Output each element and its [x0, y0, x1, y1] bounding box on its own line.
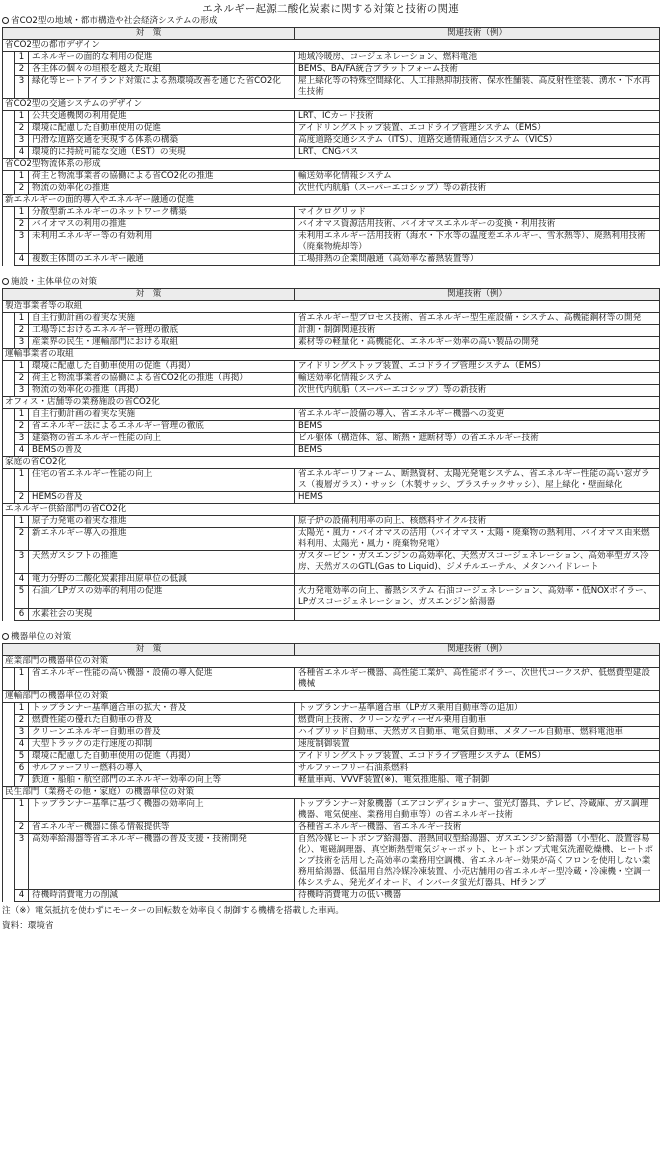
table-row: [3, 528, 660, 551]
table-row: [3, 171, 660, 183]
table-row: [3, 763, 660, 775]
category-label: 製造事業者等の取組: [3, 301, 660, 313]
related-tech-text: HEMS: [295, 492, 660, 504]
category-label: 民生部門（業務その他・家庭）の機器単位の対策: [3, 787, 660, 799]
table-row: [3, 123, 660, 135]
related-tech-text: 太陽光・風力・バイオマスの活用（バイオマス・太陽・廃棄物の熱利用、バイオマス由来燃料利用、太陽光・風力・廃棄物発電）: [295, 528, 660, 551]
header-related-tech: 関連技術（例）: [295, 28, 660, 40]
indent-cell: [3, 469, 15, 492]
indent-cell: [3, 751, 15, 763]
circle-bullet-icon: [2, 278, 9, 285]
measure-text: 大型トラックの走行速度の抑制: [29, 739, 295, 751]
related-tech-text: アイドリングストップ装置、エコドライブ管理システム（EMS）: [295, 123, 660, 135]
category-row: [3, 159, 660, 171]
related-tech-text: バイオマス資源活用技術、バイオマスエネルギーの変換・利用技術: [295, 219, 660, 231]
measure-text: エネルギーの面的な利用の促進: [29, 52, 295, 64]
indent-cell: [3, 219, 15, 231]
row-number: 2: [15, 64, 29, 76]
measure-text: 環境に配慮した自動車使用の促進: [29, 123, 295, 135]
related-tech-text: BEMS: [295, 421, 660, 433]
row-number: 2: [15, 373, 29, 385]
measure-text: 電力分野の二酸化炭素排出原単位の低減: [29, 574, 295, 586]
measure-text: 住宅の省エネルギー性能の向上: [29, 469, 295, 492]
measure-text: BEMSの普及: [29, 445, 295, 457]
table-row: [3, 668, 660, 691]
indent-cell: [3, 574, 15, 586]
row-number: 3: [15, 231, 29, 254]
indent-cell: [3, 135, 15, 147]
measure-text: 省エネルギー性能の高い機器・設備の導入促進: [29, 668, 295, 691]
table-row: [3, 609, 660, 621]
row-number: 1: [15, 409, 29, 421]
table-row: [3, 52, 660, 64]
measure-text: 高効率給湯器等省エネルギー機器の普及支援・技術開発: [29, 834, 295, 890]
circle-bullet-icon: [2, 17, 9, 24]
table-row: [3, 207, 660, 219]
measure-text: 自主行動計画の着実な実施: [29, 313, 295, 325]
row-number: 4: [15, 147, 29, 159]
indent-cell: [3, 492, 15, 504]
row-number: 3: [15, 135, 29, 147]
related-tech-text: LRT、ICカード技術: [295, 111, 660, 123]
row-number: 1: [15, 799, 29, 822]
row-number: 4: [15, 574, 29, 586]
category-label: 省CO2型の交通システムのデザイン: [3, 99, 660, 111]
section-title: [0, 16, 661, 27]
related-tech-text: アイドリングストップ装置、エコドライブ管理システム（EMS）: [295, 361, 660, 373]
row-number: 3: [15, 551, 29, 574]
row-number: 4: [15, 890, 29, 902]
indent-cell: [3, 586, 15, 609]
row-number: 2: [15, 421, 29, 433]
header-measure: 対 策: [3, 644, 295, 656]
indent-cell: [3, 822, 15, 834]
measure-text: 産業界の民生・運輸部門における取組: [29, 337, 295, 349]
indent-cell: [3, 551, 15, 574]
table-row: [3, 76, 660, 99]
related-tech-text: [295, 574, 660, 586]
indent-cell: [3, 171, 15, 183]
indent-cell: [3, 763, 15, 775]
measure-text: 省エネルギー法によるエネルギー管理の徹底: [29, 421, 295, 433]
table-header-row: [3, 644, 660, 656]
table-row: [3, 775, 660, 787]
section-title: [0, 277, 661, 288]
measure-text: 緑化等ヒートアイランド対策による熱環境改善を通じた省CO2化: [29, 76, 295, 99]
table-row: [3, 739, 660, 751]
indent-cell: [3, 64, 15, 76]
table-row: [3, 586, 660, 609]
related-tech-text: 未利用エネルギー活用技術（海水・下水等の温度差エネルギー、雪氷熱等）、廃熱利用技術（廃棄物焼却等）: [295, 231, 660, 254]
category-label: 家庭の省CO2化: [3, 457, 660, 469]
row-number: 2: [15, 528, 29, 551]
row-number: 7: [15, 775, 29, 787]
table-row: [3, 574, 660, 586]
footnote: 注（※）電気抵抗を使わずにモーターの回転数を効率良く制御する機構を搭載した車両。: [2, 906, 345, 916]
table-row: [3, 433, 660, 445]
indent-cell: [3, 361, 15, 373]
indent-cell: [3, 890, 15, 902]
measures-table: [2, 643, 660, 902]
indent-cell: [3, 231, 15, 254]
row-number: 2: [15, 715, 29, 727]
header-measure: 対 策: [3, 289, 295, 301]
row-number: 2: [15, 123, 29, 135]
related-tech-text: 輸送効率化情報システム: [295, 171, 660, 183]
row-number: 3: [15, 727, 29, 739]
indent-cell: [3, 516, 15, 528]
category-row: [3, 397, 660, 409]
measure-text: 水素社会の実現: [29, 609, 295, 621]
row-number: 6: [15, 609, 29, 621]
related-tech-text: 地域冷暖房、コージェネレーション、燃料電池: [295, 52, 660, 64]
row-number: 2: [15, 219, 29, 231]
measure-text: 物流の効率化の推進（再掲）: [29, 385, 295, 397]
related-tech-text: BEMS、BA/FA統合プラットフォーム技術: [295, 64, 660, 76]
category-label: エネルギー供給部門の省CO2化: [3, 504, 660, 516]
measure-text: 環境に配慮した自動車使用の促進（再掲）: [29, 361, 295, 373]
category-row: [3, 656, 660, 668]
measure-text: 天然ガスシフトの推進: [29, 551, 295, 574]
row-number: 4: [15, 254, 29, 266]
related-tech-text: 屋上緑化等の特殊空間緑化、人工排熱抑制技術、保水性舗装、高反射性塗装、湧水・下水再生技術: [295, 76, 660, 99]
measure-text: 石油／LPガスの効率的利用の促進: [29, 586, 295, 609]
related-tech-text: BEMS: [295, 445, 660, 457]
related-tech-text: 省エネルギーリフォーム、断熱資材、太陽光発電システム、省エネルギー性能の高い窓ガラス（複層ガラス）・サッシ（木製サッシ、プラスチックサッシ）、屋上緑化・壁面緑化: [295, 469, 660, 492]
indent-cell: [3, 52, 15, 64]
table-row: [3, 715, 660, 727]
row-number: 1: [15, 361, 29, 373]
table-row: [3, 727, 660, 739]
indent-cell: [3, 207, 15, 219]
indent-cell: [3, 254, 15, 266]
related-tech-text: ハイブリッド自動車、天然ガス自動車、電気自動車、メタノール自動車、燃料電池車: [295, 727, 660, 739]
category-row: [3, 457, 660, 469]
related-tech-text: 素材等の軽量化・高機能化、エネルギー効率の高い製品の開発: [295, 337, 660, 349]
related-tech-text: LRT、CNGバス: [295, 147, 660, 159]
indent-cell: [3, 775, 15, 787]
row-number: 1: [15, 111, 29, 123]
related-tech-text: 省エネルギー型プロセス技術、省エネルギー型生産設備・システム、高機能鋼材等の開発: [295, 313, 660, 325]
row-number: 5: [15, 586, 29, 609]
measure-text: 自主行動計画の着実な実施: [29, 409, 295, 421]
table-row: [3, 64, 660, 76]
indent-cell: [3, 421, 15, 433]
table-row: [3, 183, 660, 195]
row-number: 1: [15, 516, 29, 528]
section-title-text: 施設・主体単位の対策: [11, 277, 97, 287]
row-number: 2: [15, 325, 29, 337]
measure-text: 待機時消費電力の削減: [29, 890, 295, 902]
indent-cell: [3, 739, 15, 751]
table-row: [3, 361, 660, 373]
indent-cell: [3, 609, 15, 621]
row-number: 6: [15, 763, 29, 775]
row-number: 4: [15, 445, 29, 457]
related-tech-text: 速度制御装置: [295, 739, 660, 751]
related-tech-text: 軽量車両、VVVF装置(※)、電気推進船、電子制御: [295, 775, 660, 787]
measure-text: トップランナー基準に基づく機器の効率向上: [29, 799, 295, 822]
measure-text: トップランナー基準適合車の拡大・普及: [29, 703, 295, 715]
table-row: [3, 254, 660, 266]
category-label: 運輸部門の機器単位の対策: [3, 691, 660, 703]
section-title-text: 省CO2型の地域・都市構造や社会経済システムの形成: [11, 16, 218, 26]
related-tech-text: トップランナー対象機器（エアコンディショナー、蛍光灯器具、テレビ、冷蔵庫、ガス調理機器、電気便座、業務用自動車等）の省エネルギー技術: [295, 799, 660, 822]
category-row: [3, 691, 660, 703]
row-number: 1: [15, 469, 29, 492]
category-label: 新エネルギーの面的導入やエネルギー融通の促進: [3, 195, 660, 207]
measure-text: 各主体の個々の垣根を越えた取組: [29, 64, 295, 76]
table-row: [3, 337, 660, 349]
indent-cell: [3, 703, 15, 715]
measure-text: 分散型新エネルギーのネットワーク構築: [29, 207, 295, 219]
table-header-row: [3, 289, 660, 301]
table-row: [3, 219, 660, 231]
row-number: 1: [15, 313, 29, 325]
table-row: [3, 890, 660, 902]
measure-text: 荷主と物流事業者の協働による省CO2化の推進: [29, 171, 295, 183]
content: [0, 16, 661, 902]
table-row: [3, 325, 660, 337]
indent-cell: [3, 727, 15, 739]
indent-cell: [3, 528, 15, 551]
row-number: 3: [15, 337, 29, 349]
measure-text: 未利用エネルギー等の有効利用: [29, 231, 295, 254]
table-row: [3, 409, 660, 421]
row-number: 3: [15, 834, 29, 890]
related-tech-text: サルファーフリー石油系燃料: [295, 763, 660, 775]
row-number: 2: [15, 492, 29, 504]
measure-text: バイオマスの利用の推進: [29, 219, 295, 231]
indent-cell: [3, 111, 15, 123]
measure-text: 建築物の省エネルギー性能の向上: [29, 433, 295, 445]
indent-cell: [3, 834, 15, 890]
related-tech-text: 輸送効率化情報システム: [295, 373, 660, 385]
indent-cell: [3, 76, 15, 99]
table-row: [3, 834, 660, 890]
related-tech-text: 火力発電効率の向上、蓄熱システム 石油コージェネレーション、高効率・低NOXボイラー、LPガスコージェネレーション、ガスエンジン給湯器: [295, 586, 660, 609]
row-number: 1: [15, 703, 29, 715]
category-row: [3, 787, 660, 799]
indent-cell: [3, 799, 15, 822]
category-row: [3, 349, 660, 361]
table-row: [3, 703, 660, 715]
header-measure: 対 策: [3, 28, 295, 40]
indent-cell: [3, 373, 15, 385]
related-tech-text: [295, 609, 660, 621]
row-number: 5: [15, 751, 29, 763]
indent-cell: [3, 123, 15, 135]
category-label: 省CO2型の都市デザイン: [3, 40, 660, 52]
related-tech-text: 原子炉の設備利用率の向上、核燃料サイクル技術: [295, 516, 660, 528]
category-label: 産業部門の機器単位の対策: [3, 656, 660, 668]
measure-text: サルファーフリー燃料の導入: [29, 763, 295, 775]
row-number: 3: [15, 76, 29, 99]
indent-cell: [3, 385, 15, 397]
related-tech-text: トップランナー基準適合車（LPガス乗用自動車等の追加）: [295, 703, 660, 715]
table-row: [3, 551, 660, 574]
indent-cell: [3, 715, 15, 727]
measure-text: 新エネルギー導入の推進: [29, 528, 295, 551]
category-label: オフィス・店舗等の業務施設の省CO2化: [3, 397, 660, 409]
indent-cell: [3, 313, 15, 325]
measure-text: クリーンエネルギー自動車の普及: [29, 727, 295, 739]
measure-text: 複数主体間のエネルギー融通: [29, 254, 295, 266]
table-row: [3, 445, 660, 457]
table-row: [3, 147, 660, 159]
related-tech-text: 工場排熱の企業間融通（高効率な蓄熱装置等）: [295, 254, 660, 266]
related-tech-text: ビル躯体（構造体、窓、断熱・遮断材等）の省エネルギー技術: [295, 433, 660, 445]
section-title-text: 機器単位の対策: [11, 632, 72, 642]
table-row: [3, 135, 660, 147]
measure-text: 原子力発電の着実な推進: [29, 516, 295, 528]
category-row: [3, 301, 660, 313]
circle-bullet-icon: [2, 633, 9, 640]
indent-cell: [3, 183, 15, 195]
indent-cell: [3, 325, 15, 337]
indent-cell: [3, 445, 15, 457]
section-gap: [0, 621, 661, 632]
table-row: [3, 385, 660, 397]
indent-cell: [3, 433, 15, 445]
category-row: [3, 99, 660, 111]
related-tech-text: 高度道路交通システム（ITS）、道路交通情報通信システム（VICS）: [295, 135, 660, 147]
header-related-tech: 関連技術（例）: [295, 289, 660, 301]
related-tech-text: 次世代内航船（スーパーエコシップ）等の新技術: [295, 183, 660, 195]
row-number: 1: [15, 207, 29, 219]
row-number: 3: [15, 433, 29, 445]
measures-table: [2, 27, 660, 266]
row-number: 3: [15, 385, 29, 397]
page-title: エネルギー起源二酸化炭素に関する対策と技術の関連: [202, 3, 459, 15]
table-row: [3, 799, 660, 822]
indent-cell: [3, 337, 15, 349]
measure-text: 公共交通機関の利用促進: [29, 111, 295, 123]
measure-text: 物流の効率化の推進: [29, 183, 295, 195]
measure-text: 環境に配慮した自動車使用の促進（再掲）: [29, 751, 295, 763]
table-row: [3, 421, 660, 433]
table-row: [3, 492, 660, 504]
related-tech-text: ガスタービン・ガスエンジンの高効率化、天然ガスコージェネレーション、高効率型ガス冷房、天然ガスのGTL(Gas to Liquid)、ジメチルエーテル、メタンハイドレート: [295, 551, 660, 574]
related-tech-text: 各種省エネルギー機器、高性能工業炉、高性能ボイラー、次世代コークス炉、低燃費型建設機械: [295, 668, 660, 691]
row-number: 2: [15, 183, 29, 195]
measure-text: HEMSの普及: [29, 492, 295, 504]
header-related-tech: 関連技術（例）: [295, 644, 660, 656]
measure-text: 燃費性能の優れた自動車の普及: [29, 715, 295, 727]
indent-cell: [3, 147, 15, 159]
table-row: [3, 516, 660, 528]
related-tech-text: 省エネルギー設備の導入、省エネルギー機器への変更: [295, 409, 660, 421]
table-row: [3, 751, 660, 763]
measure-text: 環境的に持続可能な交通（EST）の実現: [29, 147, 295, 159]
indent-cell: [3, 409, 15, 421]
category-row: [3, 504, 660, 516]
category-row: [3, 195, 660, 207]
table-row: [3, 822, 660, 834]
row-number: 1: [15, 52, 29, 64]
measure-text: 円滑な道路交通を実現する体系の構築: [29, 135, 295, 147]
table-row: [3, 313, 660, 325]
table-row: [3, 231, 660, 254]
related-tech-text: 自然冷媒ヒートポンプ給湯器、潜熱回収型給湯器、ガスエンジン給湯器（小型化、設置容易化）、電磁調理器、真空断熱型電気ジャーポット、ヒートポンプ式電気洗濯乾燥機、ヒートポンプ技術を活用した高効率の業務用空調機、省エネルギー効果が高くフロンを使用しない業務用給湯器、低温用自然冷媒冷凍装置、小売店舗用の省エネルギー型冷蔵・冷凍機・空調一体システム、発光ダイオード、インバータ蛍光灯器具、Hfランプ: [295, 834, 660, 890]
related-tech-text: マイクログリッド: [295, 207, 660, 219]
category-row: [3, 40, 660, 52]
row-number: 4: [15, 739, 29, 751]
section-gap: [0, 266, 661, 277]
related-tech-text: 燃費向上技術、クリーンなディーゼル乗用自動車: [295, 715, 660, 727]
category-label: 省CO2型物流体系の形成: [3, 159, 660, 171]
table-row: [3, 111, 660, 123]
related-tech-text: 各種省エネルギー機器、省エネルギー技術: [295, 822, 660, 834]
measure-text: 工場等におけるエネルギー管理の徹底: [29, 325, 295, 337]
source-note: 資料：環境省: [2, 921, 54, 931]
related-tech-text: アイドリングストップ装置、エコドライブ管理システム（EMS）: [295, 751, 660, 763]
row-number: 2: [15, 822, 29, 834]
table-row: [3, 373, 660, 385]
row-number: 1: [15, 668, 29, 691]
indent-cell: [3, 668, 15, 691]
measure-text: 省エネルギー機器に係る情報提供等: [29, 822, 295, 834]
table-row: [3, 469, 660, 492]
measure-text: 鉄道・船舶・航空部門のエネルギー効率の向上等: [29, 775, 295, 787]
related-tech-text: 次世代内航船（スーパーエコシップ）等の新技術: [295, 385, 660, 397]
related-tech-text: 計測・制御関連技術: [295, 325, 660, 337]
row-number: 1: [15, 171, 29, 183]
section-title: [0, 632, 661, 643]
category-label: 運輸事業者の取組: [3, 349, 660, 361]
related-tech-text: 待機時消費電力の低い機器: [295, 890, 660, 902]
table-header-row: [3, 28, 660, 40]
measure-text: 荷主と物流事業者の協働による省CO2化の推進（再掲）: [29, 373, 295, 385]
measures-table: [2, 288, 660, 621]
